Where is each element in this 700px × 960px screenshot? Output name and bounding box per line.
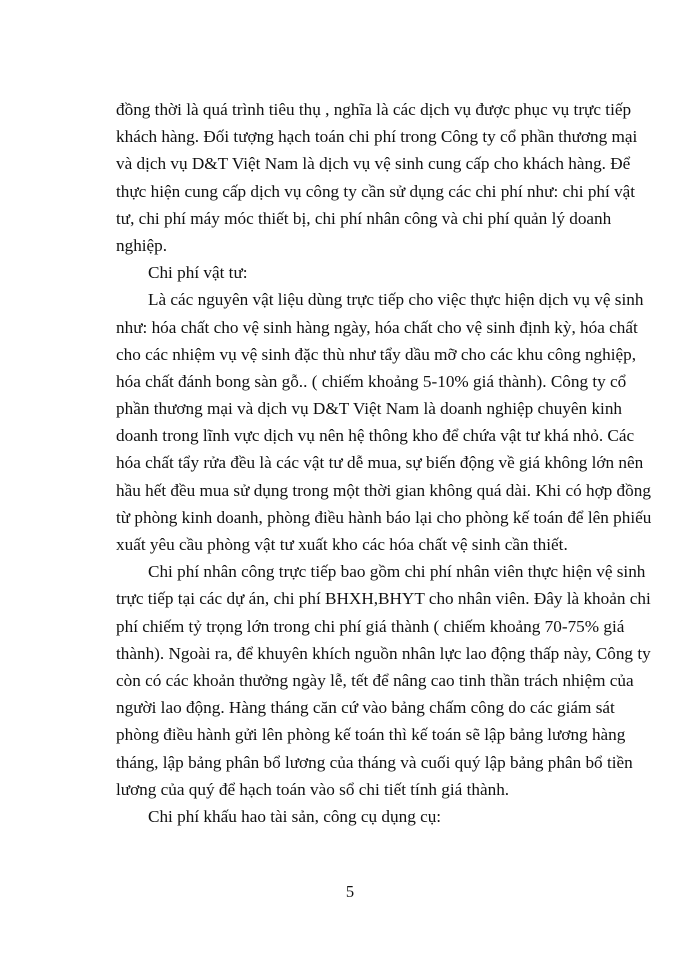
text-line: phòng điều hành gửi lên phòng kế toán thì kế toán sẽ lập bảng lương hàng — [116, 725, 626, 745]
text-line: Chi phí khấu hao tài sản, công cụ dụng cụ: — [148, 806, 442, 826]
text-line: tháng, lập bảng phân bổ lương của tháng và cuối quý lập bảng phân bổ tiền — [116, 752, 633, 772]
text-line: như: hóa chất cho vệ sinh hàng ngày, hóa chất cho vệ sinh định kỳ, hóa chất — [116, 317, 638, 337]
text-line: và dịch vụ D&T Việt Nam là dịch vụ vệ sinh cung cấp cho khách hàng. Để — [116, 154, 631, 174]
text-line: còn có các khoản thưởng ngày lễ, tết để nâng cao tinh thần trách nhiệm của — [116, 670, 634, 690]
text-line: tư, chi phí máy móc thiết bị, chi phí nhân công và chi phí quản lý doanh — [116, 208, 612, 228]
text-line: doanh trong lĩnh vực dịch vụ nên hệ thông kho để chứa vật tư khá nhỏ. Các — [116, 426, 635, 446]
text-line: Là các nguyên vật liệu dùng trực tiếp cho việc thực hiện dịch vụ vệ sinh — [148, 290, 644, 310]
text-line: từ phòng kinh doanh, phòng điều hành báo lại cho phòng kế toán để lên phiếu — [116, 507, 652, 527]
text-line: đồng thời là quá trình tiêu thụ , nghĩa là các dịch vụ được phục vụ trực tiếp — [116, 100, 632, 119]
section-heading — [116, 259, 586, 286]
paragraph — [116, 558, 651, 803]
page-number: 5 — [345, 882, 355, 901]
text-line: lương của quý để hạch toán vào sổ chi tiết tính giá thành. — [116, 779, 510, 799]
text-line: thành). Ngoài ra, để khuyên khích nguồn nhân lực lao động thấp này, Công ty — [116, 643, 651, 663]
text-line: trực tiếp tại các dự án, chi phí BHXH,BHYT cho nhân viên. Đây là khoản chi — [116, 589, 651, 609]
text-line: phần thương mại và dịch vụ D&T Việt Nam là doanh nghiệp chuyên kinh — [116, 399, 623, 419]
paragraph — [116, 96, 638, 259]
text-line: người lao động. Hàng tháng căn cứ vào bảng chấm công do các giám sát — [116, 698, 615, 718]
text-line: hầu hết đều mua sử dụng trong một thời gian không quá dài. Khi có hợp đồng — [116, 480, 651, 500]
paragraph — [116, 286, 652, 558]
section-heading — [116, 803, 586, 830]
text-line: thực hiện cung cấp dịch vụ công ty cần sử dụng các chi phí như: chi phí vật — [116, 181, 636, 201]
text-line: phí chiếm tỷ trọng lớn trong chi phí giá thành ( chiếm khoảng 70-75% giá — [116, 616, 625, 636]
text-line: hóa chất tẩy rửa đều là các vật tư dễ mua, sự biến động về giá không lớn nên — [116, 453, 644, 473]
text-line: Chi phí nhân công trực tiếp bao gồm chi phí nhân viên thực hiện vệ sinh — [148, 562, 646, 582]
text-line: khách hàng. Đối tượng hạch toán chi phí trong Công ty cổ phần thương mại — [116, 127, 638, 147]
text-line: cho các nhiệm vụ vệ sinh đặc thù như tẩy dầu mỡ cho các khu công nghiệp, — [116, 344, 637, 364]
text-line: hóa chất đánh bong sàn gỗ.. ( chiếm khoảng 5-10% giá thành). Công ty cổ — [116, 371, 627, 391]
text-line: xuất yêu cầu phòng vật tư xuất kho các hóa chất vệ sinh cần thiết. — [116, 535, 568, 554]
text-line: nghiệp. — [116, 235, 168, 255]
text-line: Chi phí vật tư: — [148, 263, 248, 283]
body-text — [116, 96, 652, 830]
